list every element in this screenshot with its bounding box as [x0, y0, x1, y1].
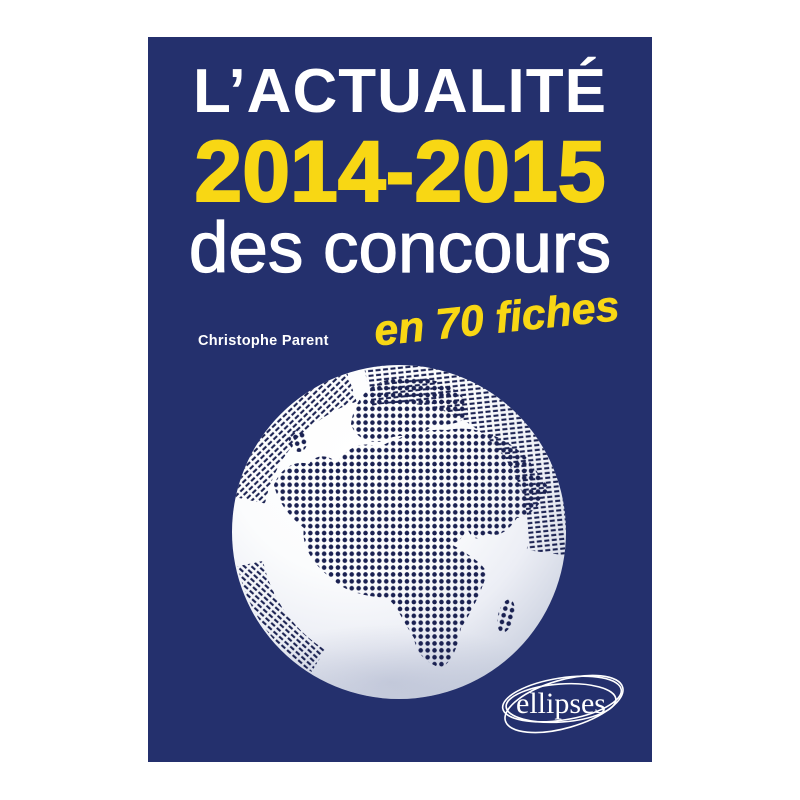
title-line-concours: des concours — [188, 209, 612, 288]
title-line-years: 2014-2015 — [194, 124, 606, 220]
world-globe-icon — [231, 364, 567, 700]
ellipses-publisher-logo — [498, 666, 628, 740]
publisher-logo-text: ellipses — [516, 687, 606, 720]
author-name: Christophe Parent — [198, 333, 329, 349]
title-line-actualite: L’ACTUALITÉ — [193, 57, 607, 126]
subtitle-en-70-fiches: en 70 fiches — [371, 282, 622, 356]
book-cover — [148, 37, 652, 762]
